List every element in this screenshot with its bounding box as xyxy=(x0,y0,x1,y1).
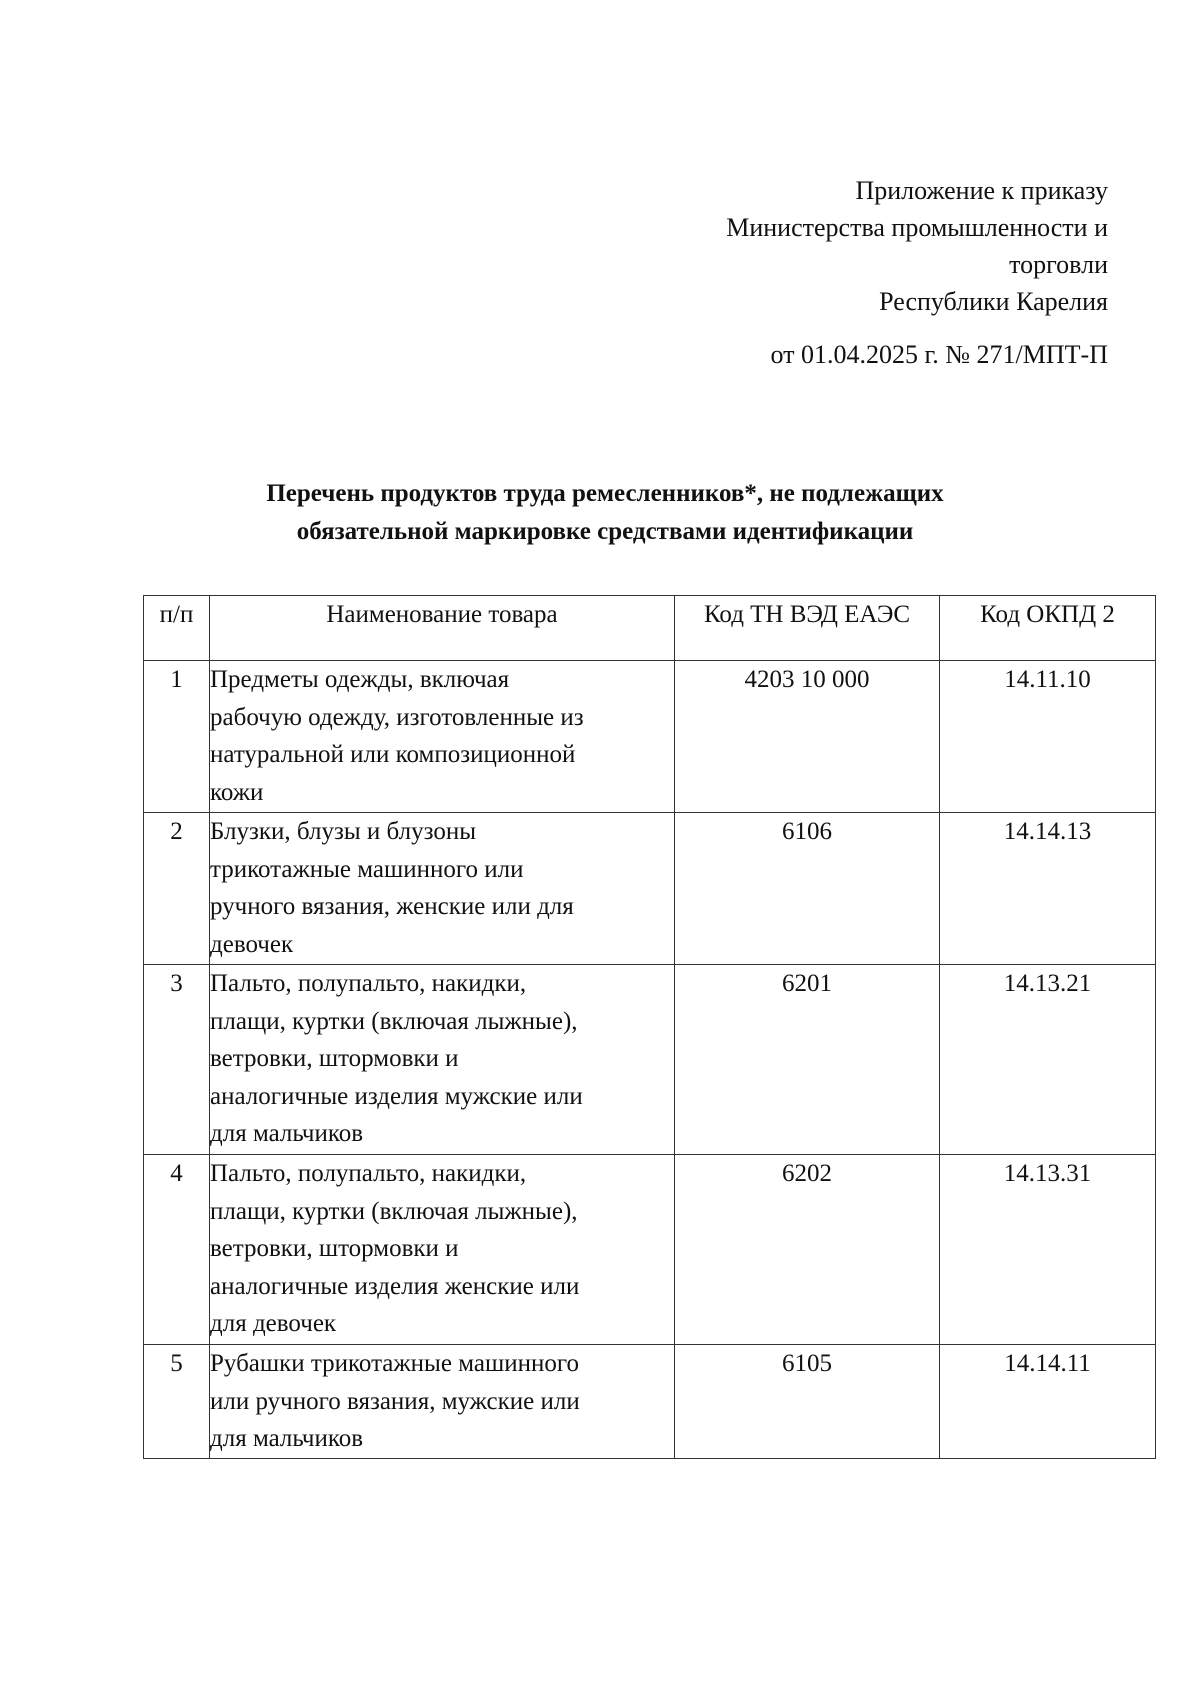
tn-ved-code: 4203 10 000 xyxy=(675,661,940,813)
table-row xyxy=(144,965,1156,1155)
product-name-line: Пальто, полупальто, накидки, xyxy=(210,970,527,997)
product-name-line: аналогичные изделия женские или xyxy=(210,1272,580,1300)
row-number: 5 xyxy=(144,1345,210,1459)
header-okpd-code: Код ОКПД 2 xyxy=(940,596,1156,661)
table-row xyxy=(144,813,1156,965)
table-row xyxy=(144,661,1156,813)
annex-line: Приложение к приказу xyxy=(855,176,1108,205)
annex-header xyxy=(548,172,1108,373)
product-name-line: трикотажные машинного или xyxy=(210,855,524,883)
header-tn-ved-code: Код ТН ВЭД ЕАЭС xyxy=(675,596,940,661)
product-name-line: натуральной или композиционной xyxy=(210,741,576,768)
okpd-code: 14.14.11 xyxy=(940,1345,1156,1459)
table-row xyxy=(144,1345,1156,1459)
product-name-line: для мальчиков xyxy=(210,1425,364,1452)
product-name-line: для мальчиков xyxy=(210,1120,364,1147)
okpd-code: 14.13.31 xyxy=(940,1155,1156,1345)
annex-line: Республики Карелия xyxy=(879,287,1108,316)
product-name-line: аналогичные изделия мужские или xyxy=(210,1082,583,1110)
row-number: 1 xyxy=(144,661,210,813)
title-line: Перечень продуктов труда ремесленников*, не подлежащих xyxy=(266,480,944,507)
header-product-name: Наименование товара xyxy=(210,596,675,661)
product-name-line: или ручного вязания, мужские или xyxy=(210,1387,580,1415)
product-name xyxy=(210,1155,675,1345)
row-number: 3 xyxy=(144,965,210,1155)
product-name-line: девочек xyxy=(210,930,294,958)
tn-ved-code: 6201 xyxy=(675,965,940,1155)
tn-ved-code: 6105 xyxy=(675,1345,940,1459)
okpd-code: 14.13.21 xyxy=(940,965,1156,1155)
annex-line: Министерства промышленности и xyxy=(726,213,1108,242)
product-name xyxy=(210,813,675,965)
product-name-line: кожи xyxy=(210,778,264,806)
product-name xyxy=(210,1345,675,1459)
annex-date-number: от 01.04.2025 г. № 271/МПТ-П xyxy=(770,340,1108,369)
product-name-line: рабочую одежду, изготовленные из xyxy=(210,703,584,731)
tn-ved-code: 6202 xyxy=(675,1155,940,1345)
title-line: обязательной маркировке средствами идентификации xyxy=(296,518,914,545)
tn-ved-code: 6106 xyxy=(675,813,940,965)
product-name-line: ветровки, штормовки и xyxy=(210,1045,459,1072)
header-number: п/п xyxy=(144,596,210,661)
table-header-row xyxy=(144,596,1156,661)
product-name-line: Блузки, блузы и блузоны xyxy=(210,818,477,845)
product-name-line: Пальто, полупальто, накидки, xyxy=(210,1160,527,1187)
product-name xyxy=(210,965,675,1155)
table-row xyxy=(144,1155,1156,1345)
document-title xyxy=(110,475,1100,551)
annex-line: торговли xyxy=(1009,250,1108,279)
product-name-line: плащи, куртки (включая лыжные), xyxy=(210,1007,578,1035)
product-name-line: ручного вязания, женские или для xyxy=(210,893,574,920)
okpd-code: 14.11.10 xyxy=(940,661,1156,813)
okpd-code: 14.14.13 xyxy=(940,813,1156,965)
product-name xyxy=(210,661,675,813)
row-number: 4 xyxy=(144,1155,210,1345)
row-number: 2 xyxy=(144,813,210,965)
product-name-line: ветровки, штормовки и xyxy=(210,1235,459,1262)
product-name-line: для девочек xyxy=(210,1310,337,1337)
product-name-line: Рубашки трикотажные машинного xyxy=(210,1350,579,1377)
goods-table xyxy=(143,595,1156,1459)
product-name-line: плащи, куртки (включая лыжные), xyxy=(210,1197,578,1225)
product-name-line: Предметы одежды, включая xyxy=(210,666,510,693)
